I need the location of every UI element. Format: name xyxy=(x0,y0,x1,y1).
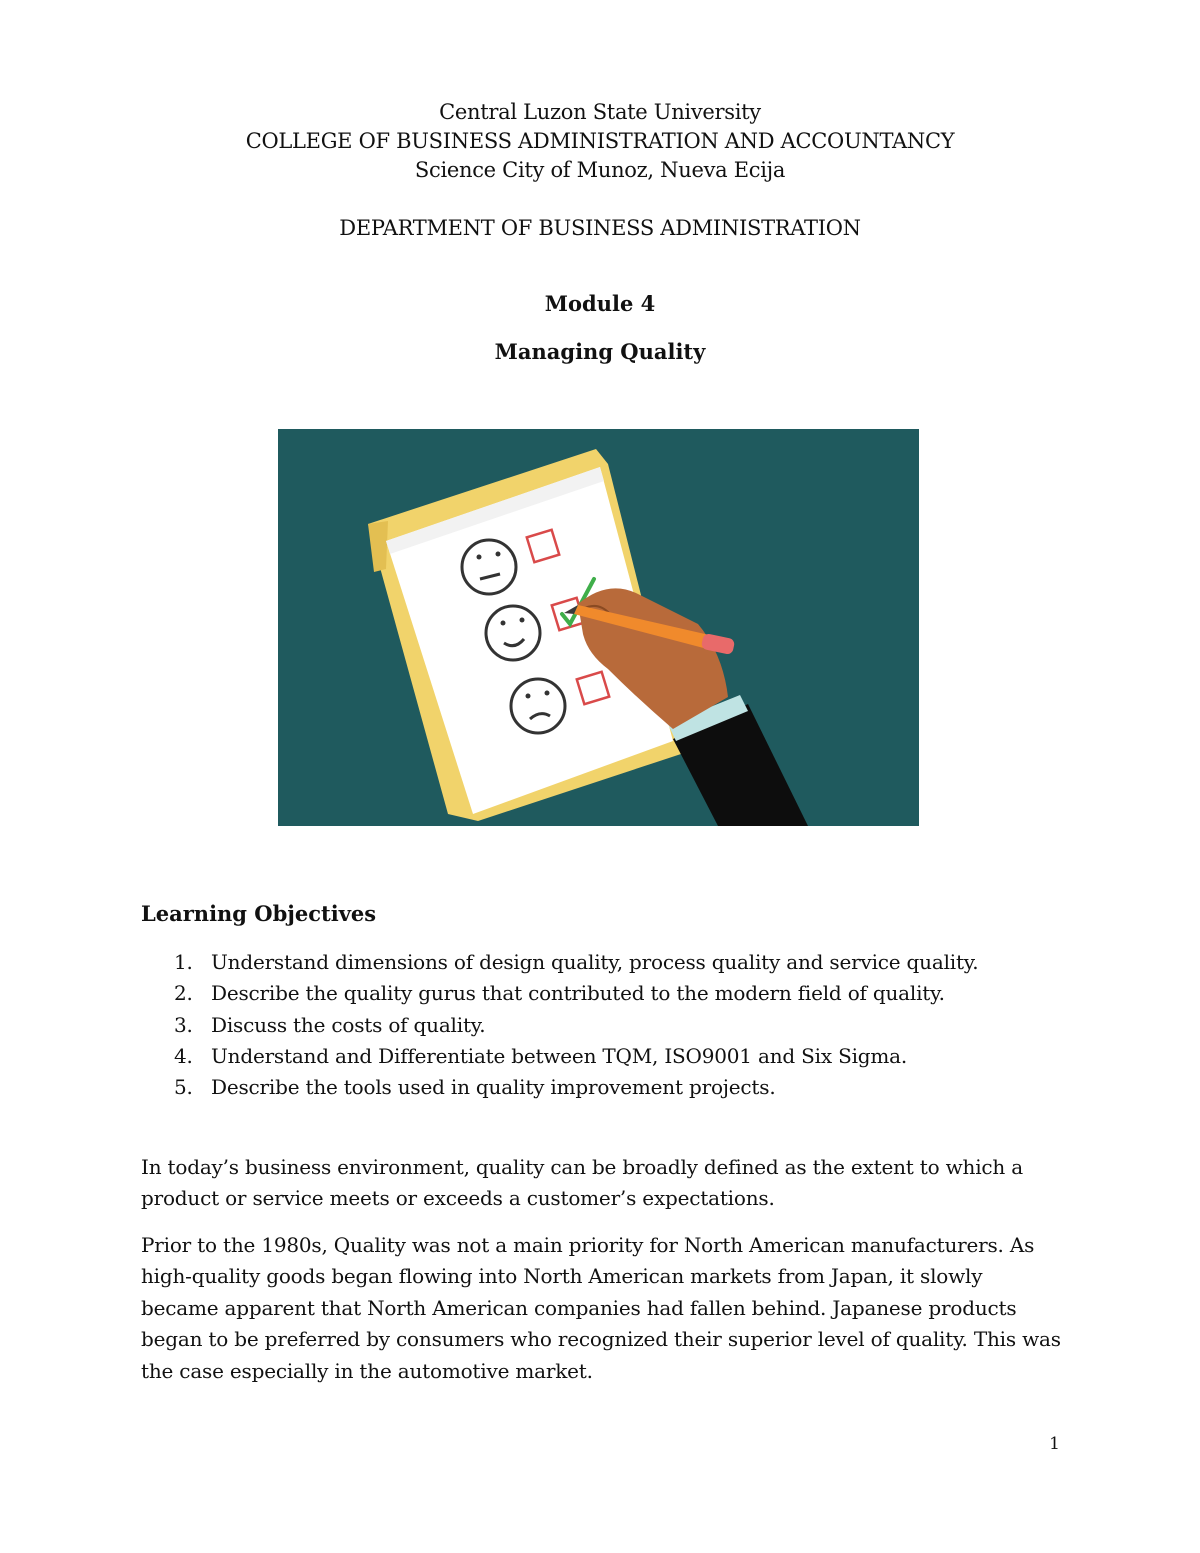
module-number: Module 4 xyxy=(544,291,656,316)
list-item-text: Discuss the costs of quality. xyxy=(211,1012,486,1037)
list-item xyxy=(141,948,1091,979)
list-item xyxy=(141,979,1091,1010)
college-name: COLLEGE OF BUSINESS ADMINISTRATION AND ACCOUNTANCY xyxy=(245,129,955,153)
module-title: Managing Quality xyxy=(494,339,706,364)
list-item xyxy=(141,1042,1091,1073)
list-item-text: Understand and Differentiate between TQM, ISO9001 and Six Sigma. xyxy=(211,1043,908,1068)
list-item-number: 3. xyxy=(174,1012,193,1037)
list-item-number: 2. xyxy=(174,981,193,1006)
list-item-text: Describe the tools used in quality improvement projects. xyxy=(211,1075,776,1100)
intro-paragraph: In today’s business environment, quality can be broadly defined as the extent to which a product or service meets or exceeds a customer’s expectations. xyxy=(141,1155,1023,1211)
list-item-text: Understand dimensions of design quality, process quality and service quality. xyxy=(211,950,979,974)
page-number: 1 xyxy=(1049,1434,1060,1454)
list-item-number: 4. xyxy=(174,1043,193,1068)
list-item-number: 1. xyxy=(174,950,193,974)
university-name: Central Luzon State University xyxy=(439,100,761,124)
list-item-text: Describe the quality gurus that contributed to the modern field of quality. xyxy=(211,981,945,1006)
college-location: Science City of Munoz, Nueva Ecija xyxy=(414,158,786,182)
learning-objectives-list xyxy=(141,948,1091,1104)
list-item-number: 5. xyxy=(174,1075,193,1100)
learning-objectives-heading: Learning Objectives xyxy=(141,901,377,926)
history-paragraph: Prior to the 1980s, Quality was not a main priority for North American manufacturers. As high-quality goods began flowing into North American markets from Japan, it slowly became apparent that North American companies had fallen behind. Japanese products began to be preferred by consumers who recognized their superior level of quality. This was the case especially in the automotive market. xyxy=(141,1233,1061,1383)
list-item xyxy=(141,1011,1091,1042)
department-name: DEPARTMENT OF BUSINESS ADMINISTRATION xyxy=(339,216,861,240)
quality-checklist-illustration xyxy=(278,429,919,826)
list-item xyxy=(141,1073,1091,1104)
